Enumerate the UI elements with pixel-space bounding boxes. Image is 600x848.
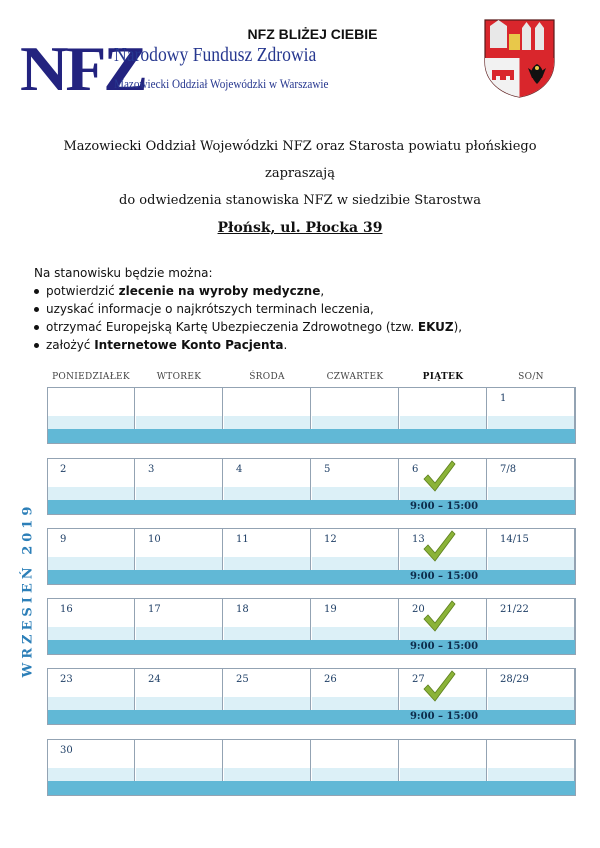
- calendar-week-row: [47, 528, 576, 585]
- calendar-day-cell: [136, 669, 223, 710]
- calendar-day-cell: [488, 669, 575, 710]
- calendar-day-cell: [48, 529, 135, 570]
- checkmark-icon: [422, 529, 456, 563]
- coat-of-arms-icon: [482, 18, 557, 98]
- calendar-day-cell: [48, 388, 135, 429]
- day-number: 23: [60, 674, 73, 685]
- org-branch: Mazowiecki Oddział Wojewódzki w Warszawie: [114, 76, 329, 91]
- calendar-day-cell: [488, 459, 575, 500]
- calendar-day-cell: [224, 669, 311, 710]
- offer-item: otrzymać Europejską Kartę Ubezpieczenia Zdrowotnego (tzw. EKUZ),: [34, 318, 462, 336]
- opening-hours: 9:00 – 15:00: [409, 501, 479, 512]
- invite-line-2: zapraszają: [265, 166, 335, 181]
- checkmark-icon: [422, 459, 456, 493]
- calendar-day-cell: [136, 459, 223, 500]
- day-number: 13: [412, 534, 425, 545]
- calendar-week-row: [47, 739, 576, 796]
- calendar-day-cell: [312, 529, 399, 570]
- calendar-day-cell: [224, 388, 311, 429]
- calendar-day-cell: [400, 459, 487, 500]
- offer-list: [34, 282, 462, 354]
- checkmark-icon: [422, 599, 456, 633]
- offer-item: uzyskać informacje o najkrótszych terminach leczenia,: [34, 300, 462, 318]
- week-band: [48, 710, 575, 724]
- day-number: 9: [60, 534, 67, 545]
- day-number: 16: [60, 604, 73, 615]
- day-number: 24: [148, 674, 161, 685]
- day-number: 1: [500, 393, 507, 404]
- week-band: [48, 640, 575, 654]
- calendar-day-cell: [224, 529, 311, 570]
- calendar-day-cell: [312, 740, 399, 781]
- nfz-logo: NFZ: [20, 33, 145, 104]
- week-band: [48, 781, 575, 795]
- calendar-day-cell: [48, 459, 135, 500]
- calendar-week-row: [47, 458, 576, 515]
- calendar-day-cell: [488, 740, 575, 781]
- calendar-day-cell: [48, 740, 135, 781]
- calendar-day-cell: [136, 599, 223, 640]
- campaign-title: NFZ BLIŻEJ CIEBIE: [247, 26, 378, 42]
- offer-item: potwierdzić zlecenie na wyroby medyczne,: [34, 282, 462, 300]
- calendar-day-cell: [400, 740, 487, 781]
- opening-hours: 9:00 – 15:00: [409, 641, 479, 652]
- calendar-day-cell: [224, 459, 311, 500]
- calendar-week-row: [47, 387, 576, 444]
- day-number: 20: [412, 604, 425, 615]
- checkmark-icon: [422, 669, 456, 703]
- venue-address: Płońsk, ul. Płocka 39: [217, 220, 383, 236]
- calendar-day-cell: [136, 388, 223, 429]
- day-number: 14/15: [500, 534, 529, 545]
- calendar-day-cell: [488, 388, 575, 429]
- day-number: 21/22: [500, 604, 529, 615]
- day-number: 27: [412, 674, 425, 685]
- calendar-day-cell: [400, 388, 487, 429]
- calendar-day-cell: [48, 669, 135, 710]
- calendar-day-cell: [312, 599, 399, 640]
- calendar-week-row: [47, 668, 576, 725]
- calendar-day-cell: [48, 599, 135, 640]
- week-band: [48, 429, 575, 443]
- offer-intro: Na stanowisku będzie można:: [34, 266, 213, 280]
- calendar-week-row: [47, 598, 576, 655]
- day-number: 18: [236, 604, 249, 615]
- invite-line-3: do odwiedzenia stanowiska NFZ w siedzibie Starostwa: [119, 193, 481, 208]
- weekday-label: CZWARTEK: [326, 372, 384, 382]
- org-name: Narodowy Fundusz Zdrowia: [114, 44, 317, 66]
- day-number: 10: [148, 534, 161, 545]
- offer-section: [34, 264, 462, 354]
- invite-line-1: Mazowiecki Oddział Wojewódzki NFZ oraz Starosta powiatu płońskiego: [63, 139, 537, 154]
- day-number: 30: [60, 745, 73, 756]
- calendar-day-cell: [400, 669, 487, 710]
- weekday-label: PONIEDZIAŁEK: [52, 372, 130, 382]
- calendar-day-cell: [488, 529, 575, 570]
- day-number: 7/8: [500, 464, 517, 475]
- day-number: 28/29: [500, 674, 529, 685]
- calendar-day-cell: [136, 529, 223, 570]
- calendar-day-cell: [312, 459, 399, 500]
- day-number: 19: [324, 604, 337, 615]
- calendar-weekday-header: [47, 372, 575, 386]
- day-number: 17: [148, 604, 161, 615]
- day-number: 26: [324, 674, 337, 685]
- calendar-day-cell: [488, 599, 575, 640]
- weekday-label-highlighted: PIĄTEK: [422, 372, 464, 382]
- weekday-label: SO/N: [518, 372, 544, 382]
- day-number: 25: [236, 674, 249, 685]
- calendar-day-cell: [224, 599, 311, 640]
- calendar-day-cell: [224, 740, 311, 781]
- offer-item: założyć Internetowe Konto Pacjenta.: [34, 336, 462, 354]
- calendar-day-cell: [136, 740, 223, 781]
- day-number: 5: [324, 464, 331, 475]
- weekday-label: ŚRODA: [249, 372, 285, 382]
- day-number: 6: [412, 464, 419, 475]
- calendar-day-cell: [312, 669, 399, 710]
- day-number: 11: [236, 534, 249, 545]
- day-number: 12: [324, 534, 337, 545]
- day-number: 2: [60, 464, 67, 475]
- day-number: 3: [148, 464, 155, 475]
- calendar-day-cell: [312, 388, 399, 429]
- weekday-label: WTOREK: [156, 372, 202, 382]
- calendar-day-cell: [400, 599, 487, 640]
- opening-hours: 9:00 – 15:00: [409, 571, 479, 582]
- calendar-day-cell: [400, 529, 487, 570]
- week-band: [48, 570, 575, 584]
- month-label: WRZESIEŃ 2019: [20, 502, 36, 678]
- week-band: [48, 500, 575, 514]
- day-number: 4: [236, 464, 243, 475]
- opening-hours: 9:00 – 15:00: [409, 711, 479, 722]
